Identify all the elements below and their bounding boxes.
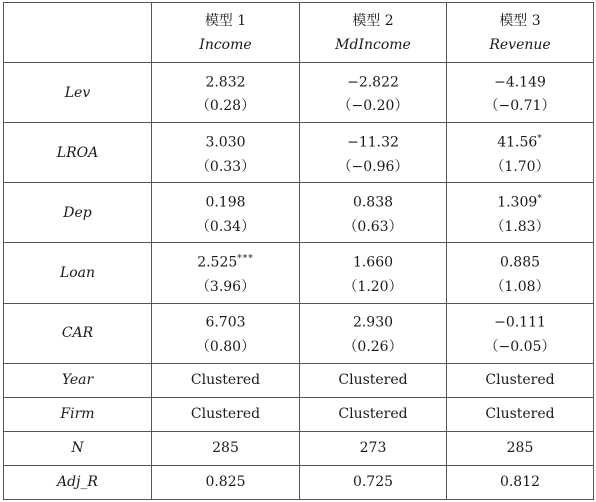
- row-label: Firm: [4, 397, 152, 431]
- coefficient: −4.149: [494, 74, 546, 91]
- coef-cell: [152, 183, 300, 243]
- footer-row: [4, 363, 594, 397]
- coef-cell: [447, 123, 594, 183]
- row-label: Year: [4, 363, 152, 397]
- t-statistic: （0.28）: [195, 98, 256, 115]
- t-statistic: （1.08）: [490, 278, 550, 295]
- row-label: Dep: [4, 183, 152, 243]
- coefficient: 2.930: [352, 314, 394, 331]
- t-statistic: （−0.96）: [337, 158, 409, 175]
- table-row: [4, 243, 594, 303]
- footer-cell: 0.812: [447, 465, 594, 499]
- row-label: CAR: [4, 303, 152, 363]
- model-name: 模型 1: [204, 12, 247, 29]
- t-statistic: （0.26）: [343, 338, 403, 355]
- coefficient: 2.525***: [197, 254, 254, 271]
- row-label: LROA: [4, 123, 152, 183]
- row-label: N: [4, 431, 152, 465]
- coefficient: 41.56*: [497, 133, 543, 151]
- coef-cell: [447, 243, 594, 303]
- footer-cell: 285: [152, 431, 300, 465]
- model-header: [447, 3, 594, 63]
- dependent-variable: MdIncome: [335, 36, 411, 53]
- footer-cell: 285: [447, 431, 594, 465]
- footer-cell: 0.725: [300, 465, 447, 499]
- coefficient: −2.822: [347, 74, 399, 91]
- footer-row: [4, 431, 594, 465]
- footer-cell: Clustered: [152, 363, 300, 397]
- coefficient: 6.703: [205, 314, 246, 331]
- coefficient: 0.198: [205, 194, 246, 211]
- header-row: [4, 3, 594, 63]
- footer-row: [4, 465, 594, 499]
- significance-stars: *: [537, 193, 543, 204]
- coef-cell: [300, 303, 447, 363]
- coef-cell: [447, 183, 594, 243]
- coefficient: 1.309*: [497, 193, 543, 211]
- t-statistic: （0.33）: [195, 158, 256, 175]
- coefficient: 0.885: [499, 254, 541, 271]
- footer-cell: Clustered: [152, 397, 300, 431]
- table-row: [4, 63, 594, 123]
- footer-cell: Clustered: [447, 397, 594, 431]
- t-statistic: （0.63）: [343, 218, 403, 235]
- coef-cell: [152, 243, 300, 303]
- coef-cell: [300, 123, 447, 183]
- model-name: 模型 2: [352, 12, 394, 29]
- t-statistic: （1.20）: [343, 278, 403, 295]
- t-statistic: （1.83）: [490, 218, 550, 235]
- t-statistic: （3.96）: [195, 278, 256, 295]
- row-label: Loan: [4, 243, 152, 303]
- coef-cell: [152, 63, 300, 123]
- coef-cell: [447, 303, 594, 363]
- table-row: [4, 123, 594, 183]
- model-name: 模型 3: [499, 12, 541, 29]
- t-statistic: （−0.20）: [337, 98, 409, 115]
- coefficient: 2.832: [205, 74, 246, 91]
- coefficient: 3.030: [205, 134, 246, 151]
- footer-cell: 273: [300, 431, 447, 465]
- t-statistic: （1.70）: [490, 158, 550, 175]
- footer-cell: Clustered: [447, 363, 594, 397]
- t-statistic: （0.80）: [195, 338, 256, 355]
- coef-cell: [300, 243, 447, 303]
- coef-cell: [447, 63, 594, 123]
- row-label: Adj_R: [4, 465, 152, 499]
- coefficient: 0.838: [352, 194, 394, 211]
- coef-cell: [300, 63, 447, 123]
- footer-cell: Clustered: [300, 397, 447, 431]
- table-row: [4, 303, 594, 363]
- coefficient: −11.32: [347, 134, 399, 151]
- coefficient: −0.111: [494, 314, 546, 331]
- dependent-variable: Revenue: [489, 36, 551, 53]
- model-header: [152, 3, 300, 63]
- footer-row: [4, 397, 594, 431]
- significance-stars: ***: [237, 254, 254, 265]
- regression-table: [3, 2, 594, 500]
- coef-cell: [152, 303, 300, 363]
- row-label: Lev: [4, 63, 152, 123]
- model-header: [300, 3, 447, 63]
- table-row: [4, 183, 594, 243]
- footer-cell: Clustered: [300, 363, 447, 397]
- t-statistic: （0.34）: [195, 218, 256, 235]
- coef-cell: [152, 123, 300, 183]
- t-statistic: （−0.05）: [484, 338, 556, 355]
- significance-stars: *: [537, 133, 543, 144]
- dependent-variable: Income: [199, 36, 252, 53]
- footer-cell: 0.825: [152, 465, 300, 499]
- coef-cell: [300, 183, 447, 243]
- t-statistic: （−0.71）: [484, 98, 556, 115]
- coefficient: 1.660: [352, 254, 394, 271]
- corner-cell: [4, 3, 152, 63]
